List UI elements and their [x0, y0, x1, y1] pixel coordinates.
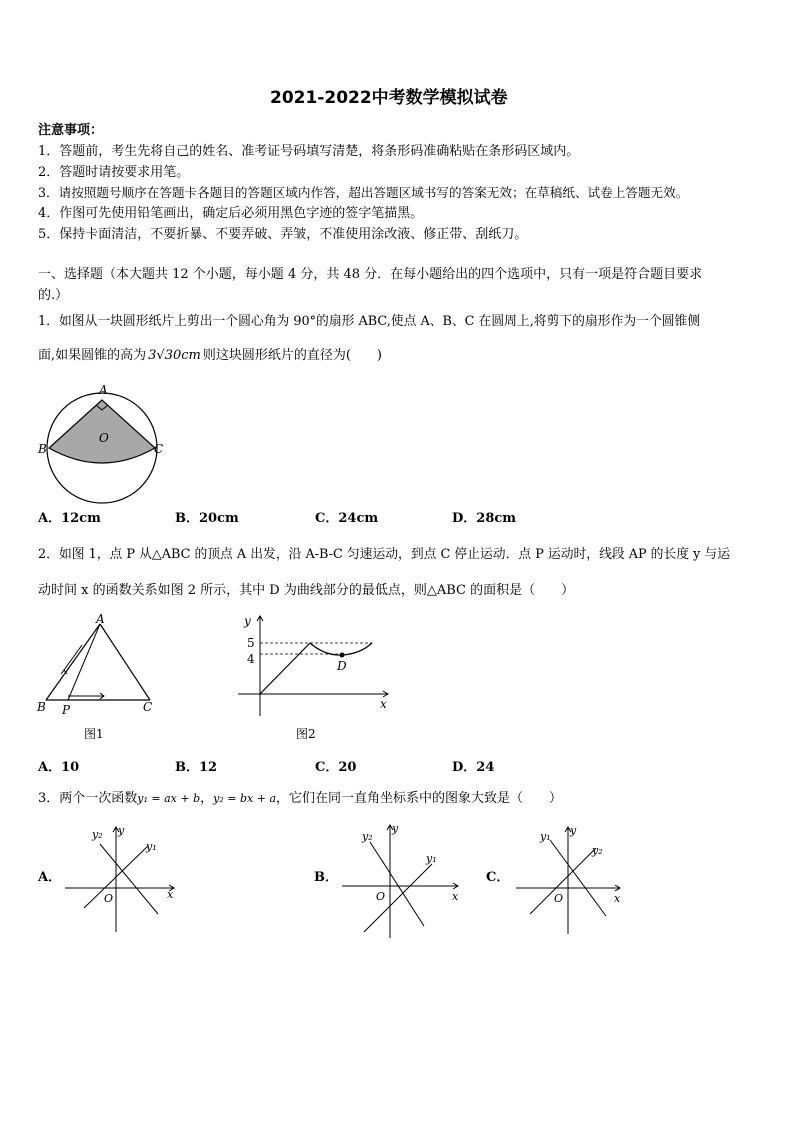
- question-2-text: 2．如图 1，点 P 从△ABC 的顶点 A 出发，沿 A-B-C 匀速运动，到点 C 停止运动．点 P 运动时，线段 AP 的长度 y 与运: [38, 547, 731, 562]
- q3a-label-y2: y₂: [92, 828, 103, 841]
- question-1-figure: [32, 378, 172, 508]
- q3a-label-x: x: [167, 888, 174, 901]
- q2-option-c[interactable]: C．20: [315, 760, 357, 775]
- page-title: 2021-2022中考数学模拟试卷: [270, 88, 508, 108]
- notice-heading: 注意事项：: [38, 123, 104, 138]
- fig1-label-a: A: [96, 612, 105, 626]
- fig2-caption: 图2: [296, 727, 316, 741]
- fig1-label-b: B: [37, 700, 46, 714]
- q3b-label-y: y: [392, 822, 399, 835]
- fig2-tick-4: 4: [247, 652, 255, 666]
- section-heading: 一、选择题（本大题共 12 个小题，每小题 4 分，共 48 分．在每小题给出的四个选项中，只有一项是符合题目要求: [38, 267, 703, 282]
- q3c-label-y: y: [570, 824, 577, 837]
- notice-item: 3．请按照题号顺序在答题卡各题目的答题区域内作答，超出答题区域书写的答案无效；在草稿纸、试卷上答题无效。: [38, 185, 689, 200]
- q3c-label-y2: y₂: [592, 844, 603, 857]
- q3a-label-y: y: [118, 824, 125, 837]
- fig2-tick-5: 5: [247, 636, 255, 650]
- fig1-label-c: C: [143, 700, 153, 714]
- q3c-label-x: x: [614, 892, 621, 905]
- q2-option-a[interactable]: A．10: [38, 760, 80, 775]
- fig2-label-y: y: [244, 614, 251, 628]
- q3a-label-o: O: [104, 892, 114, 905]
- q3-option-b[interactable]: B．: [314, 870, 338, 885]
- fig2-label-d: D: [337, 659, 347, 673]
- question-2-figure-2: [230, 608, 400, 748]
- q1-option-b[interactable]: B．20cm: [175, 511, 239, 526]
- q3c-label-o: O: [554, 892, 564, 905]
- q3c-label-y1: y₁: [540, 830, 551, 843]
- question-3-text: 3．两个一次函数y₁ = ax + b，y₂ = bx + a，它们在同一直角坐标系中的图象大致是（ ）: [38, 791, 563, 806]
- q1-option-a[interactable]: A．12cm: [38, 511, 101, 526]
- notice-item: 5．保持卡面清洁，不要折暴、不要弄破、弄皱，不准使用涂改液、修正带、刮纸刀。: [38, 227, 528, 242]
- question-2-figure-1: [32, 610, 162, 750]
- question-1-text: 1．如图从一块圆形纸片上剪出一个圆心角为 90°的扇形 ABC,使点 A、B、C 在圆周上,将剪下的扇形作为一个圆锥侧: [38, 314, 701, 329]
- q3-graph-b: [336, 820, 466, 940]
- function-y1: y₁ = ax + b: [137, 792, 201, 805]
- q2-option-d[interactable]: D．24: [452, 760, 495, 775]
- q3-option-c[interactable]: C．: [486, 870, 510, 885]
- question-2-text-cont: 动时间 x 的函数关系如图 2 所示，其中 D 为曲线部分的最低点，则△ABC 的面积是（ ）: [38, 583, 575, 598]
- q3a-label-y1: y₁: [146, 840, 157, 853]
- function-y2: y₂ = bx + a: [213, 792, 277, 805]
- q3-option-a[interactable]: A．: [38, 870, 62, 885]
- figure-label-c: C: [154, 442, 164, 456]
- cone-height-value: 3√30cm: [148, 348, 201, 363]
- notice-item: 4．作图可先使用铅笔画出，确定后必须用黑色字迹的签字笔描黑。: [38, 206, 424, 221]
- question-1-text-cont: 面,如果圆锥的高为 3√30cm 则这块圆形纸片的直径为( ): [38, 348, 383, 363]
- q1-option-d[interactable]: D．28cm: [452, 511, 517, 526]
- fig1-caption: 图1: [84, 727, 104, 741]
- q3b-label-x: x: [452, 890, 459, 903]
- q3b-label-y1: y₁: [426, 852, 437, 865]
- q1-option-c[interactable]: C．24cm: [315, 511, 379, 526]
- figure-label-b: B: [38, 442, 47, 456]
- section-heading-cont: 的.）: [38, 288, 69, 303]
- notice-item: 2．答题时请按要求用笔。: [38, 165, 190, 180]
- q3b-label-o: O: [376, 890, 386, 903]
- q3-graph-a: [62, 822, 182, 937]
- figure-label-a: A: [99, 383, 108, 397]
- fig1-label-p: P: [62, 703, 71, 717]
- figure-label-o: O: [99, 431, 109, 445]
- fig2-label-x: x: [380, 697, 387, 711]
- q3b-label-y2: y₂: [362, 830, 373, 843]
- notice-item: 1．答题前，考生先将自己的姓名、准考证号码填写清楚，将条形码准确粘贴在条形码区域内。: [38, 144, 580, 159]
- q2-option-b[interactable]: B．12: [175, 760, 218, 775]
- q3-graph-c: [512, 822, 627, 937]
